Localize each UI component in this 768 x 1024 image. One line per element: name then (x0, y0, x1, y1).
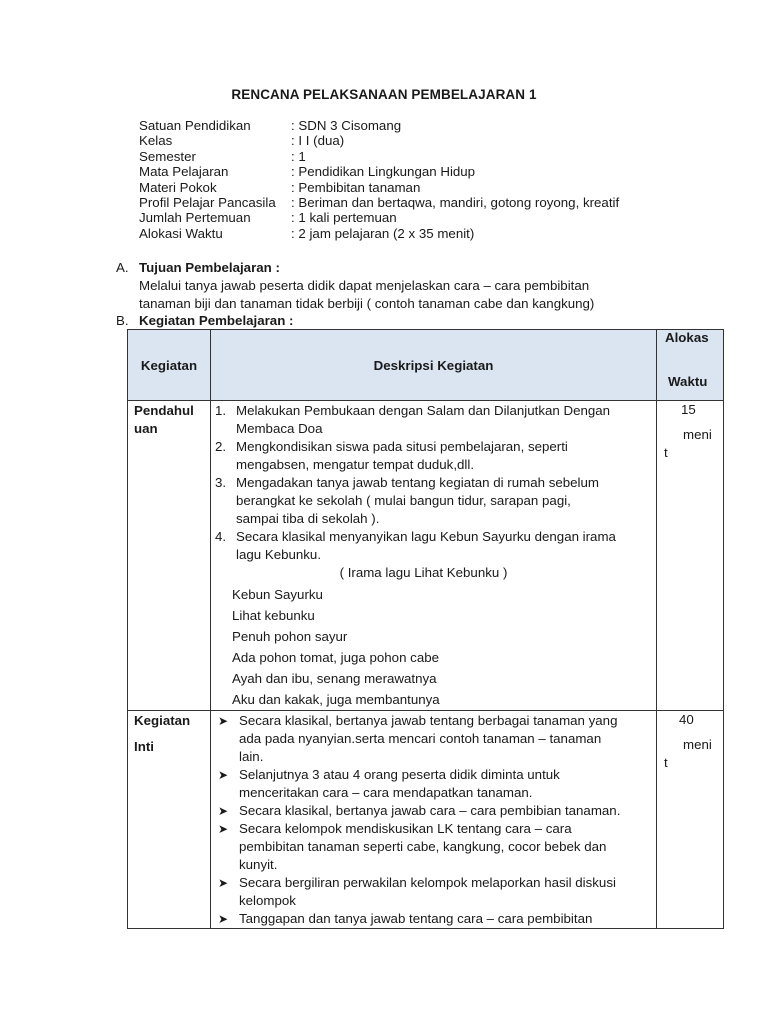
info-row (139, 210, 619, 225)
alokasi-pendahuluan (657, 401, 724, 711)
info-value: : Pendidikan Lingkungan Hidup (291, 164, 476, 180)
song-note: ( Irama lagu Lihat Kebunku ) (339, 565, 508, 580)
info-row (139, 118, 619, 133)
time-unit-end: t (664, 445, 668, 460)
bullet-line: menceritakan cara – cara mendapatkan tanaman. (239, 785, 533, 800)
list-item (215, 766, 652, 802)
header-alokasi-line1: Alokas (665, 330, 709, 345)
identity-block (139, 118, 619, 241)
info-value: : Beriman dan bertaqwa, mandiri, gotong royong, kreatif (291, 194, 620, 210)
song-line: Lihat kebunku (232, 608, 315, 623)
step-number: 2. (215, 439, 227, 454)
song-line: Aku dan kakak, juga membantunya (232, 692, 440, 707)
step-line: lagu Kebunku. (236, 547, 322, 562)
bullet-line: kunyit. (239, 857, 278, 872)
step-number: 1. (215, 403, 227, 418)
arrow-bullet-icon: ➤ (218, 876, 229, 890)
step-line: Secara klasikal menyanyikan lagu Kebun Sayurku dengan irama (236, 529, 616, 544)
info-label: Materi Pokok (139, 179, 217, 195)
arrow-bullet-icon: ➤ (218, 912, 229, 926)
info-label: Profil Pelajar Pancasila (139, 194, 276, 210)
kegiatan-pendahuluan (128, 401, 211, 711)
bullet-line: lain. (239, 749, 264, 764)
time-unit: meni (683, 427, 712, 442)
list-item (215, 528, 652, 564)
info-row (139, 180, 619, 195)
info-row (139, 195, 619, 210)
deskripsi-pendahuluan (211, 401, 657, 711)
list-item (215, 820, 652, 874)
song-line: Penuh pohon sayur (232, 629, 348, 644)
arrow-bullet-icon: ➤ (218, 822, 229, 836)
time-unit: meni (683, 737, 712, 752)
kegiatan-name-line: uan (134, 421, 158, 436)
info-label: Mata Pelajaran (139, 164, 229, 180)
step-line: Membaca Doa (236, 421, 323, 436)
info-value: : Pembibitan tanaman (291, 179, 421, 195)
song-line: Ada pohon tomat, juga pohon cabe (232, 650, 440, 665)
step-line: berangkat ke sekolah ( mulai bangun tidur, sarapan pagi, (236, 493, 571, 508)
alokasi-inti (657, 711, 724, 929)
bullet-line: pembibitan tanaman seperti cabe, kangkung, cocor bebek dan (239, 839, 607, 854)
bullet-line: Secara klasikal, bertanya jawab tentang berbagai tanaman yang (239, 713, 618, 728)
bullet-line: Secara kelompok mendiskusikan LK tentang cara – cara (239, 821, 572, 836)
info-label: Jumlah Pertemuan (139, 210, 251, 226)
document-title: RENCANA PELAKSANAAN PEMBELAJARAN 1 (231, 87, 537, 102)
section-a-letter: A. (116, 260, 129, 275)
info-row (139, 226, 619, 241)
table-row-pendahuluan (128, 401, 724, 711)
info-value: : 1 kali pertemuan (291, 210, 397, 226)
bullet-line: Tanggapan dan tanya jawab tentang cara – cara pembibitan (239, 911, 593, 926)
list-item (215, 802, 652, 820)
kegiatan-name-line: Kegiatan (134, 713, 191, 728)
arrow-bullet-icon: ➤ (218, 804, 229, 818)
list-item (215, 474, 652, 528)
inti-bullets (215, 712, 652, 928)
step-line: mengabsen, mengatur tempat duduk,dll. (236, 457, 475, 472)
song-line: Ayah dan ibu, senang merawatnya (232, 671, 437, 686)
list-item (215, 712, 652, 766)
step-line: Mengkondisikan siswa pada situsi pembelajaran, seperti (236, 439, 568, 454)
list-item (215, 438, 652, 474)
info-value: : 1 (291, 148, 306, 164)
bullet-line: kelompok (239, 893, 296, 908)
arrow-bullet-icon: ➤ (218, 714, 229, 728)
header-alokasi-line2: Waktu (668, 374, 708, 389)
info-row (139, 133, 619, 148)
bullet-line: Secara klasikal, bertanya jawab cara – cara pembibian tanaman. (239, 803, 621, 818)
section-b-title: Kegiatan Pembelajaran : (139, 313, 294, 328)
step-line: Melakukan Pembukaan dengan Salam dan Dilanjutkan Dengan (236, 403, 611, 418)
section-b-letter: B. (116, 313, 129, 328)
table-row-inti (128, 711, 724, 929)
list-item (215, 910, 652, 928)
bullet-line: Secara bergiliran perwakilan kelompok melaporkan hasil diskusi (239, 875, 616, 890)
step-line: sampai tiba di sekolah ). (236, 511, 380, 526)
header-deskripsi: Deskripsi Kegiatan (211, 330, 657, 401)
arrow-bullet-icon: ➤ (218, 768, 229, 782)
song-line: Kebun Sayurku (232, 587, 323, 602)
info-label: Semester (139, 148, 196, 164)
table-header-row (128, 330, 724, 401)
list-item (215, 402, 652, 438)
kegiatan-name-line: Inti (134, 739, 154, 754)
info-label: Satuan Pendidikan (139, 118, 251, 133)
step-line: Mengadakan tanya jawab tentang kegiatan di rumah sebelum (236, 475, 599, 490)
kegiatan-name-line: Pendahul (134, 403, 194, 418)
kegiatan-inti (128, 711, 211, 929)
bullet-line: ada pada nyanyian.serta mencari contoh tanaman – tanaman (239, 731, 602, 746)
section-a-line: Melalui tanya jawab peserta didik dapat menjelaskan cara – cara pembibitan (139, 278, 590, 293)
pendahuluan-steps (215, 402, 652, 564)
list-item (215, 874, 652, 910)
time-number: 15 (681, 402, 696, 417)
info-label: Kelas (139, 133, 173, 149)
section-a-line: tanaman biji dan tanaman tidak berbiji ( contoh tanaman cabe dan kangkung) (139, 296, 595, 311)
step-number: 3. (215, 475, 227, 490)
time-number: 40 (679, 712, 694, 727)
deskripsi-inti (211, 711, 657, 929)
song-lyrics (215, 584, 652, 710)
bullet-line: Selanjutnya 3 atau 4 orang peserta didik diminta untuk (239, 767, 560, 782)
info-value: : SDN 3 Cisomang (291, 118, 402, 133)
info-value: : I I (dua) (291, 133, 345, 149)
header-alokasi (657, 330, 724, 401)
step-number: 4. (215, 529, 227, 544)
section-a-title: Tujuan Pembelajaran : (139, 260, 280, 275)
info-row (139, 149, 619, 164)
info-value: : 2 jam pelajaran (2 x 35 menit) (291, 225, 475, 241)
time-unit-end: t (664, 755, 668, 770)
activity-table (127, 329, 724, 929)
section-a-text (139, 277, 594, 313)
info-label: Alokasi Waktu (139, 225, 223, 241)
header-kegiatan: Kegiatan (128, 330, 211, 401)
info-row (139, 164, 619, 179)
